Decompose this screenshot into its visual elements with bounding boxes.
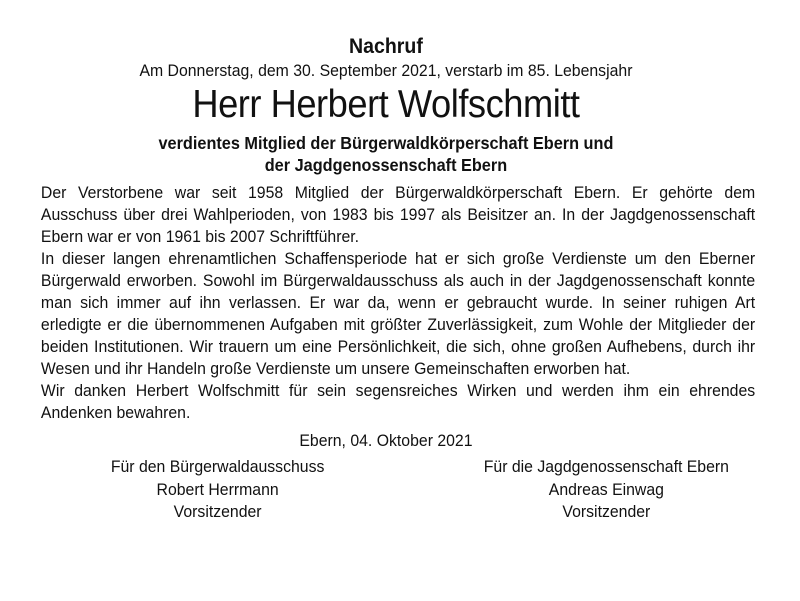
signature-right-person: Andreas Einwag [548,479,664,499]
body-paragraph-3: Wir danken Herbert Wolfschmitt für sein segensreiches Wirken und werden ihm ein ehrendes Andenken bewahren. [40,381,756,422]
place-date: Ebern, 04. Oktober 2021 [299,431,473,450]
deceased-name: Herr Herbert Wolfschmitt [192,83,580,126]
notice-heading: Nachruf [349,35,423,58]
signature-block [41,456,755,524]
signature-right [439,456,774,524]
signature-left [50,456,385,524]
role-line-1: verdientes Mitglied der Bürgerwaldkörperschaft Ebern und [158,133,614,153]
role-description [13,132,759,176]
signature-left-title: Vorsitzender [173,502,262,521]
obituary-body [41,182,755,424]
body-paragraph-1: Der Verstorbene war seit 1958 Mitglied der Bürgerwaldkörperschaft Ebern. Er gehörte dem Ausschuss über drei Wahlperioden, von 1983 bis 1997 als Beisitzer an. In der Jagdgenossenschaft Ebern war er von 1961 bis 2007 Schriftführer. [40,183,756,246]
signature-right-title: Vorsitzender [562,502,651,521]
signature-right-organization: Für die Jagdgenossenschaft Ebern [483,457,729,476]
body-paragraph-2: In dieser langen ehrenamtlichen Schaffensperiode hat er sich große Verdienste um den Eberner Bürgerwald erworben. Sowohl im Bürgerwaldausschuss als auch in der Jagdgenossenschaft konnte man sich immer auf ihn verlassen. Er war da, wenn er gebraucht wurde. In seiner ruhigen Art erledigte er die übernommenen Aufgaben mit größter Zuverlässigkeit, zum Wohle der Mitglieder der beiden Institutionen. Wir trauern um eine Persönlichkeit, die sich, ohne großen Aufhebens, durch ihr Wesen und ihr Handeln große Verdienste um unsere Gemeinschaften erworben hat. [40,249,756,378]
death-date-line: Am Donnerstag, dem 30. September 2021, verstarb im 85. Lebensjahr [139,61,633,80]
signature-left-person: Robert Herrmann [156,479,279,499]
role-line-2: der Jagdgenossenschaft Ebern [264,155,508,175]
signature-left-organization: Für den Bürgerwaldausschuss [110,457,325,476]
